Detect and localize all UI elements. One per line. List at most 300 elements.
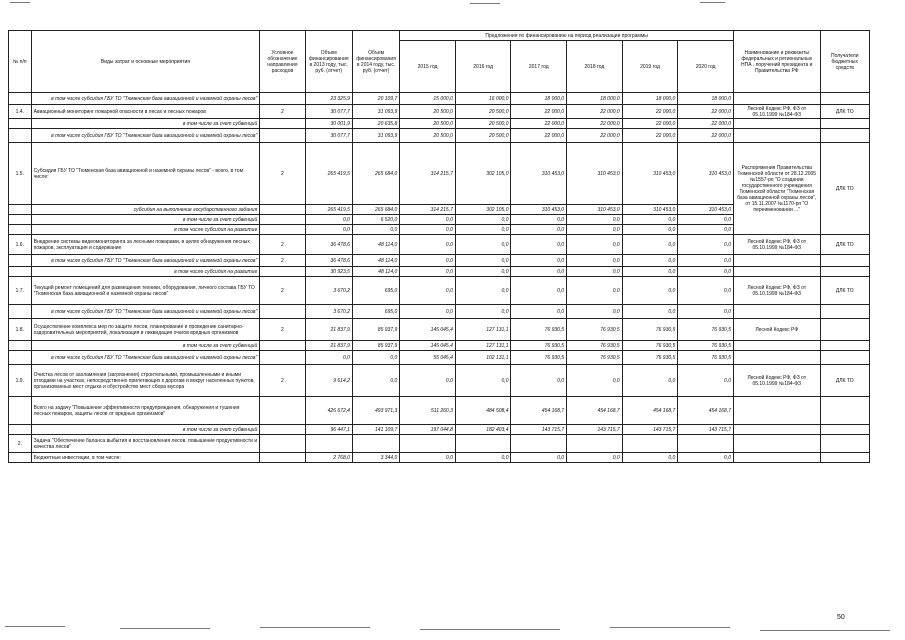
row-direction-code	[260, 397, 305, 425]
row-value: 0,0	[678, 305, 734, 319]
row-value: 0,0	[352, 351, 399, 365]
row-value: 143 715,7	[622, 425, 678, 435]
row-value: 695,0	[352, 277, 399, 305]
row-value: 0,0	[305, 215, 352, 225]
year-header-2017: 2017 год	[511, 41, 567, 93]
row-direction-code: 2	[260, 255, 305, 267]
row-value: 0,0	[622, 215, 678, 225]
row-legal-reference: Лесной Кодекс РФ, ФЗ от 05.10.1999 №184-ФЗ	[734, 235, 821, 255]
row-value: 511 260,3	[400, 397, 456, 425]
col-docs-header: Наименование и реквизиты федеральных и региональных НПА , поручений президента и Правительства РФ	[734, 31, 821, 93]
row-legal-reference	[734, 397, 821, 425]
row-value: 0,0	[622, 305, 678, 319]
row-description: Очистка лесов от захламления (загрязнения) строительными, промышленными и иными отходами на участках, непосредственно прилегающих к дорогам и вокруг населенных пунктов, организованных мест отдыха и обустройство мест сбора мусора	[31, 365, 260, 397]
row-value: 0,0	[567, 215, 623, 225]
col-vol2013-header: Объем финансирования в 2013 году, тыс. руб. (отчет)	[305, 31, 352, 93]
row-direction-code	[260, 351, 305, 365]
row-recipient	[820, 341, 870, 351]
row-number	[9, 267, 32, 277]
row-recipient: ДЛК ТО	[820, 277, 870, 305]
row-value: 20 500,0	[400, 129, 456, 143]
row-value: 310 453,0	[622, 143, 678, 205]
row-value: 22 000,0	[567, 105, 623, 119]
row-value: 127 131,1	[455, 341, 511, 351]
row-value: 0,0	[678, 453, 734, 463]
row-value: 30 077,7	[305, 129, 352, 143]
row-value: 0,0	[455, 365, 511, 397]
row-description: Текущий ремонт помещений для размещения техники, оборудования, личного состава ГБУ ТО "Тюменская база авиационной и наземной охраны лесов"	[31, 277, 260, 305]
row-value: 310 453,0	[622, 205, 678, 215]
row-number	[9, 305, 32, 319]
row-number: 1.7.	[9, 277, 32, 305]
row-value: 22 000,0	[678, 119, 734, 129]
table-row	[9, 319, 870, 341]
row-direction-code: 2	[260, 365, 305, 397]
row-value: 454 168,7	[678, 397, 734, 425]
row-direction-code	[260, 425, 305, 435]
row-legal-reference	[734, 305, 821, 319]
row-value: 0,0	[455, 255, 511, 267]
row-value: 0,0	[622, 235, 678, 255]
row-legal-reference: Лесной Кодекс РФ, ФЗ от 05.10.1999 №184-ФЗ	[734, 365, 821, 397]
row-value: 0,0	[567, 365, 623, 397]
row-value: 20 500,0	[455, 129, 511, 143]
row-number: 1.4.	[9, 105, 32, 119]
row-value: 454 168,7	[567, 397, 623, 425]
row-value: 76 930,5	[511, 319, 567, 341]
row-value: 6 520,0	[352, 215, 399, 225]
row-value: 0,0	[622, 255, 678, 267]
row-direction-code	[260, 267, 305, 277]
row-description: в том числе за счет субвенций	[31, 341, 260, 351]
row-description: в том числе субсидия на развитие	[31, 225, 260, 235]
row-number	[9, 341, 32, 351]
row-description: Задача "Обеспечение баланса выбытия и восстановления лесов, повышение продуктивности и качества лесов"	[31, 435, 260, 453]
row-value: 0,0	[352, 365, 399, 397]
year-header-2018: 2018 год	[567, 41, 623, 93]
row-value: 102 131,1	[455, 351, 511, 365]
row-recipient: ДЛК ТО	[820, 365, 870, 397]
row-description: в том числе субсидия ГБУ ТО "Тюменская база авиационной и наземной охраны лесов"	[31, 305, 260, 319]
table-row	[9, 397, 870, 425]
row-value: 31 093,9	[352, 129, 399, 143]
row-value: 0,0	[511, 277, 567, 305]
year-header-2015: 2015 год	[400, 41, 456, 93]
row-value: 22 000,0	[567, 119, 623, 129]
row-value: 314 215,7	[400, 143, 456, 205]
row-value: 0,0	[455, 305, 511, 319]
row-value: 23 325,9	[305, 93, 352, 105]
row-legal-reference	[734, 129, 821, 143]
row-description: в том числе за счет субвенций	[31, 215, 260, 225]
row-legal-reference	[734, 255, 821, 267]
row-recipient	[820, 425, 870, 435]
row-value: 0,0	[567, 453, 623, 463]
row-value	[511, 435, 567, 453]
row-recipient	[820, 351, 870, 365]
row-value: 22 000,0	[678, 105, 734, 119]
row-number: 1.8.	[9, 319, 32, 341]
row-value: 426 672,4	[305, 397, 352, 425]
row-value	[678, 435, 734, 453]
year-header-2020: 2020 год	[678, 41, 734, 93]
row-value: 0,0	[455, 277, 511, 305]
row-direction-code	[260, 341, 305, 351]
row-value: 22 000,0	[511, 105, 567, 119]
row-value: 0,0	[400, 277, 456, 305]
row-number	[9, 425, 32, 435]
row-value: 22 000,0	[567, 129, 623, 143]
row-description: субсидия на выполнение государственного задания	[31, 205, 260, 215]
row-value: 0,0	[678, 215, 734, 225]
row-description: в том числе за счет субвенций	[31, 425, 260, 435]
row-legal-reference: Распоряжения Правительства Тюменской области от 28.12.2005 №1557-рп "О создании государственного учреждения Тюменской области "Тюменская база авиационной охраны лесов", от 15.11.2007 №1170-рп "О переименовании ..."	[734, 143, 821, 235]
row-description: в том числе субсидия ГБУ ТО "Тюменская база авиационной и наземной охраны лесов"	[31, 129, 260, 143]
table-row	[9, 453, 870, 463]
row-value: 21 837,9	[305, 319, 352, 341]
row-value: 0,0	[455, 225, 511, 235]
row-value: 20 500,0	[400, 105, 456, 119]
row-legal-reference	[734, 119, 821, 129]
row-value: 36 478,6	[305, 235, 352, 255]
row-legal-reference	[734, 341, 821, 351]
row-recipient	[820, 255, 870, 267]
row-value	[455, 435, 511, 453]
row-legal-reference	[734, 267, 821, 277]
row-value: 76 930,5	[567, 341, 623, 351]
table-row	[9, 105, 870, 119]
financing-table	[8, 30, 870, 463]
col-recipients-header: Получатели бюджетных средств	[820, 31, 870, 93]
row-value: 0,0	[400, 215, 456, 225]
row-value: 310 453,0	[511, 143, 567, 205]
row-value: 0,0	[400, 305, 456, 319]
row-value: 0,0	[622, 267, 678, 277]
row-value: 0,0	[567, 225, 623, 235]
row-number	[9, 453, 32, 463]
row-value: 695,0	[352, 305, 399, 319]
row-direction-code	[260, 435, 305, 453]
row-value: 197 044,8	[400, 425, 456, 435]
row-legal-reference: Лесной Кодекс РФ, ФЗ от 05.10.1999 №184-ФЗ	[734, 105, 821, 119]
row-value	[352, 435, 399, 453]
row-value: 0,0	[511, 453, 567, 463]
row-value: 0,0	[678, 225, 734, 235]
table-row	[9, 255, 870, 267]
row-number	[9, 255, 32, 267]
row-direction-code	[260, 453, 305, 463]
row-description: Бюджетные инвестиции, в том числе:	[31, 453, 260, 463]
row-value: 30 923,5	[305, 267, 352, 277]
row-value: 0,0	[511, 365, 567, 397]
row-value: 0,0	[678, 235, 734, 255]
row-description: в том числе субсидия ГБУ ТО "Тюменская база авиационной и наземной охраны лесов"	[31, 93, 260, 105]
row-value: 0,0	[567, 235, 623, 255]
row-value: 454 168,7	[511, 397, 567, 425]
row-recipient	[820, 129, 870, 143]
row-value: 48 114,0	[352, 255, 399, 267]
row-recipient	[820, 93, 870, 105]
row-value: 0,0	[511, 235, 567, 255]
row-value: 310 453,0	[567, 143, 623, 205]
row-recipient	[820, 397, 870, 425]
table-row	[9, 143, 870, 205]
row-value: 18 000,0	[511, 93, 567, 105]
row-value: 145 045,4	[400, 319, 456, 341]
row-value: 310 453,0	[678, 205, 734, 215]
row-description: Внедрение системы видеомониторинга за лесными пожарами, в целях обнаружения лесных пожаров, эксплуатация и содержание	[31, 235, 260, 255]
row-value: 3 670,2	[305, 277, 352, 305]
row-value: 22 000,0	[622, 119, 678, 129]
row-value: 0,0	[305, 225, 352, 235]
row-value: 0,0	[511, 225, 567, 235]
row-value: 0,0	[455, 453, 511, 463]
row-value: 0,0	[455, 267, 511, 277]
row-value: 0,0	[678, 267, 734, 277]
year-header-2016: 2016 год	[455, 41, 511, 93]
row-value: 0,0	[622, 277, 678, 305]
row-value: 0,0	[400, 235, 456, 255]
row-value: 76 930,5	[678, 341, 734, 351]
row-number	[9, 93, 32, 105]
row-value: 22 000,0	[622, 129, 678, 143]
row-value: 0,0	[455, 215, 511, 225]
row-value: 0,0	[567, 277, 623, 305]
row-direction-code: 2	[260, 105, 305, 119]
row-value: 265 684,0	[352, 143, 399, 205]
row-direction-code	[260, 225, 305, 235]
row-description: в том числе субсидия на развитие	[31, 267, 260, 277]
row-value: 0,0	[400, 255, 456, 267]
scan-top-marks	[0, 0, 905, 8]
row-value: 0,0	[678, 277, 734, 305]
row-value: 0,0	[400, 365, 456, 397]
row-legal-reference: Лесной Кодекс РФ, ФЗ от 05.10.1999 №184-ФЗ	[734, 277, 821, 305]
row-value: 310 453,0	[511, 205, 567, 215]
row-number	[9, 351, 32, 365]
row-value: 16 000,0	[455, 93, 511, 105]
row-value: 143 715,7	[511, 425, 567, 435]
row-value: 18 000,0	[622, 93, 678, 105]
row-value: 15 000,0	[400, 93, 456, 105]
row-value: 0,0	[622, 225, 678, 235]
table-row	[9, 235, 870, 255]
row-number	[9, 129, 32, 143]
row-description: в том числе субсидия ГБУ ТО "Тюменская база авиационной и наземной охраны лесов"	[31, 255, 260, 267]
row-value: 143 715,7	[567, 425, 623, 435]
row-value: 0,0	[622, 453, 678, 463]
table-row	[9, 305, 870, 319]
row-value: 48 114,0	[352, 267, 399, 277]
row-value: 55 045,4	[400, 351, 456, 365]
row-value: 143 715,7	[678, 425, 734, 435]
row-direction-code: 2	[260, 277, 305, 305]
row-value: 0,0	[622, 365, 678, 397]
row-value: 3 344,0	[352, 453, 399, 463]
row-direction-code	[260, 93, 305, 105]
row-value: 20 635,8	[352, 119, 399, 129]
row-value: 265 684,0	[352, 205, 399, 215]
row-value: 0,0	[678, 255, 734, 267]
row-recipient: ДЛК ТО	[820, 235, 870, 255]
row-legal-reference	[734, 435, 821, 453]
row-value: 310 453,0	[567, 205, 623, 215]
row-legal-reference: Лесной Кодекс РФ	[734, 319, 821, 341]
row-number	[9, 119, 32, 129]
row-direction-code	[260, 205, 305, 215]
year-header-2019: 2019 год	[622, 41, 678, 93]
row-recipient	[820, 453, 870, 463]
row-value: 182 403,4	[455, 425, 511, 435]
row-value: 76 930,5	[511, 341, 567, 351]
row-value: 20 500,0	[400, 119, 456, 129]
row-value: 22 000,0	[622, 105, 678, 119]
row-recipient: ДЛК ТО	[820, 105, 870, 119]
row-value	[567, 435, 623, 453]
row-direction-code	[260, 119, 305, 129]
row-value	[622, 435, 678, 453]
row-direction-code: 2	[260, 143, 305, 205]
row-value: 265 419,5	[305, 143, 352, 205]
col-types-header: Виды затрат и основные мероприятия	[31, 31, 260, 93]
financing-table-sheet	[8, 30, 870, 463]
row-number	[9, 215, 32, 225]
row-recipient	[820, 435, 870, 453]
row-value: 9 614,2	[305, 365, 352, 397]
row-number	[9, 397, 32, 425]
row-legal-reference	[734, 93, 821, 105]
row-legal-reference	[734, 453, 821, 463]
row-value: 76 930,5	[622, 341, 678, 351]
row-number: 1.6.	[9, 235, 32, 255]
row-value: 0,0	[455, 235, 511, 255]
row-value: 0,0	[678, 365, 734, 397]
row-description: Авиационный мониторинг пожарной опасности в лесах и лесных пожаров	[31, 105, 260, 119]
row-value: 302 105,0	[455, 205, 511, 215]
row-value: 18 000,0	[567, 93, 623, 105]
row-value: 0,0	[352, 225, 399, 235]
row-value: 76 930,5	[567, 319, 623, 341]
row-recipient	[820, 319, 870, 341]
row-value: 22 000,0	[511, 119, 567, 129]
row-value: 22 000,0	[511, 129, 567, 143]
row-value	[305, 435, 352, 453]
col-vol2014-header: Объем финансирования в 2014 году, тыс. руб. (отчет)	[352, 31, 399, 93]
scan-bottom-marks	[0, 622, 905, 640]
table-row	[9, 341, 870, 351]
row-value: 30 077,7	[305, 105, 352, 119]
row-value: 76 930,5	[678, 319, 734, 341]
row-legal-reference	[734, 425, 821, 435]
row-value: 0,0	[567, 267, 623, 277]
table-body	[9, 93, 870, 463]
row-value: 493 971,3	[352, 397, 399, 425]
row-value: 20 500,0	[455, 119, 511, 129]
row-description: в том числе за счет субвенций	[31, 119, 260, 129]
row-value: 302 105,0	[455, 143, 511, 205]
table-row	[9, 435, 870, 453]
table-row	[9, 365, 870, 397]
row-value: 141 109,7	[352, 425, 399, 435]
row-value: 0,0	[567, 305, 623, 319]
row-direction-code	[260, 215, 305, 225]
row-value: 48 114,0	[352, 235, 399, 255]
row-value: 127 131,1	[455, 319, 511, 341]
col-num-header: № п/п	[9, 31, 32, 93]
table-row	[9, 351, 870, 365]
row-value: 145 045,4	[400, 341, 456, 351]
page-number: 50	[837, 614, 845, 621]
row-direction-code: 2	[260, 235, 305, 255]
row-value: 18 000,0	[678, 93, 734, 105]
row-number: 1.9.	[9, 365, 32, 397]
row-value: 0,0	[511, 215, 567, 225]
row-description: Всего на задачу "Повышение эффективности предупреждения, обнаружения и тушения лесных пожаров, защиты лесов от вредных организмов"	[31, 397, 260, 425]
row-value: 0,0	[400, 267, 456, 277]
row-value: 22 000,0	[678, 129, 734, 143]
row-number	[9, 205, 32, 215]
row-value: 85 937,9	[352, 319, 399, 341]
row-value: 0,0	[567, 255, 623, 267]
row-direction-code	[260, 305, 305, 319]
row-value: 85 937,9	[352, 341, 399, 351]
row-value: 3 670,2	[305, 305, 352, 319]
row-recipient	[820, 305, 870, 319]
table-row	[9, 267, 870, 277]
row-value: 0,0	[511, 305, 567, 319]
row-value: 0,0	[305, 351, 352, 365]
row-direction-code: 2	[260, 319, 305, 341]
row-value: 21 837,9	[305, 341, 352, 351]
row-value: 484 508,4	[455, 397, 511, 425]
row-value: 454 168,7	[622, 397, 678, 425]
row-value: 76 930,5	[622, 351, 678, 365]
row-value: 314 215,7	[400, 205, 456, 215]
row-value: 310 453,0	[678, 143, 734, 205]
row-value: 76 930,5	[567, 351, 623, 365]
row-value: 36 478,6	[305, 255, 352, 267]
row-direction-code	[260, 129, 305, 143]
row-value: 31 093,9	[352, 105, 399, 119]
col-cond-header: Условное обозначение направления расходов	[260, 31, 305, 93]
table-row	[9, 119, 870, 129]
row-recipient	[820, 119, 870, 129]
row-description: Осуществление комплекса мер по защите лесов, планирование и проведение санитарно-оздоровительных мероприятий, локализация и ликвидация очагов вредных организмов	[31, 319, 260, 341]
row-value: 30 001,9	[305, 119, 352, 129]
row-value: 76 930,5	[678, 351, 734, 365]
row-number: 1.5.	[9, 143, 32, 205]
row-value: 0,0	[400, 453, 456, 463]
row-value: 76 930,5	[511, 351, 567, 365]
table-row	[9, 425, 870, 435]
row-number: 2.	[9, 435, 32, 453]
col-proposals-header: Предложения по финансированию на период реализации программы	[400, 31, 734, 41]
row-value: 20 109,7	[352, 93, 399, 105]
row-value: 265 419,5	[305, 205, 352, 215]
row-value: 20 500,0	[455, 105, 511, 119]
row-value: 76 930,5	[622, 319, 678, 341]
row-value	[400, 435, 456, 453]
row-legal-reference	[734, 351, 821, 365]
row-value: 96 447,1	[305, 425, 352, 435]
row-description: Субсидия ГБУ ТО "Тюменская база авиационной и наземной охраны лесов" - всего, в том числе:	[31, 143, 260, 205]
table-row	[9, 129, 870, 143]
row-recipient: ДЛК ТО	[820, 143, 870, 235]
row-value: 0,0	[400, 225, 456, 235]
row-value: 2 768,0	[305, 453, 352, 463]
table-row	[9, 93, 870, 105]
row-recipient	[820, 267, 870, 277]
